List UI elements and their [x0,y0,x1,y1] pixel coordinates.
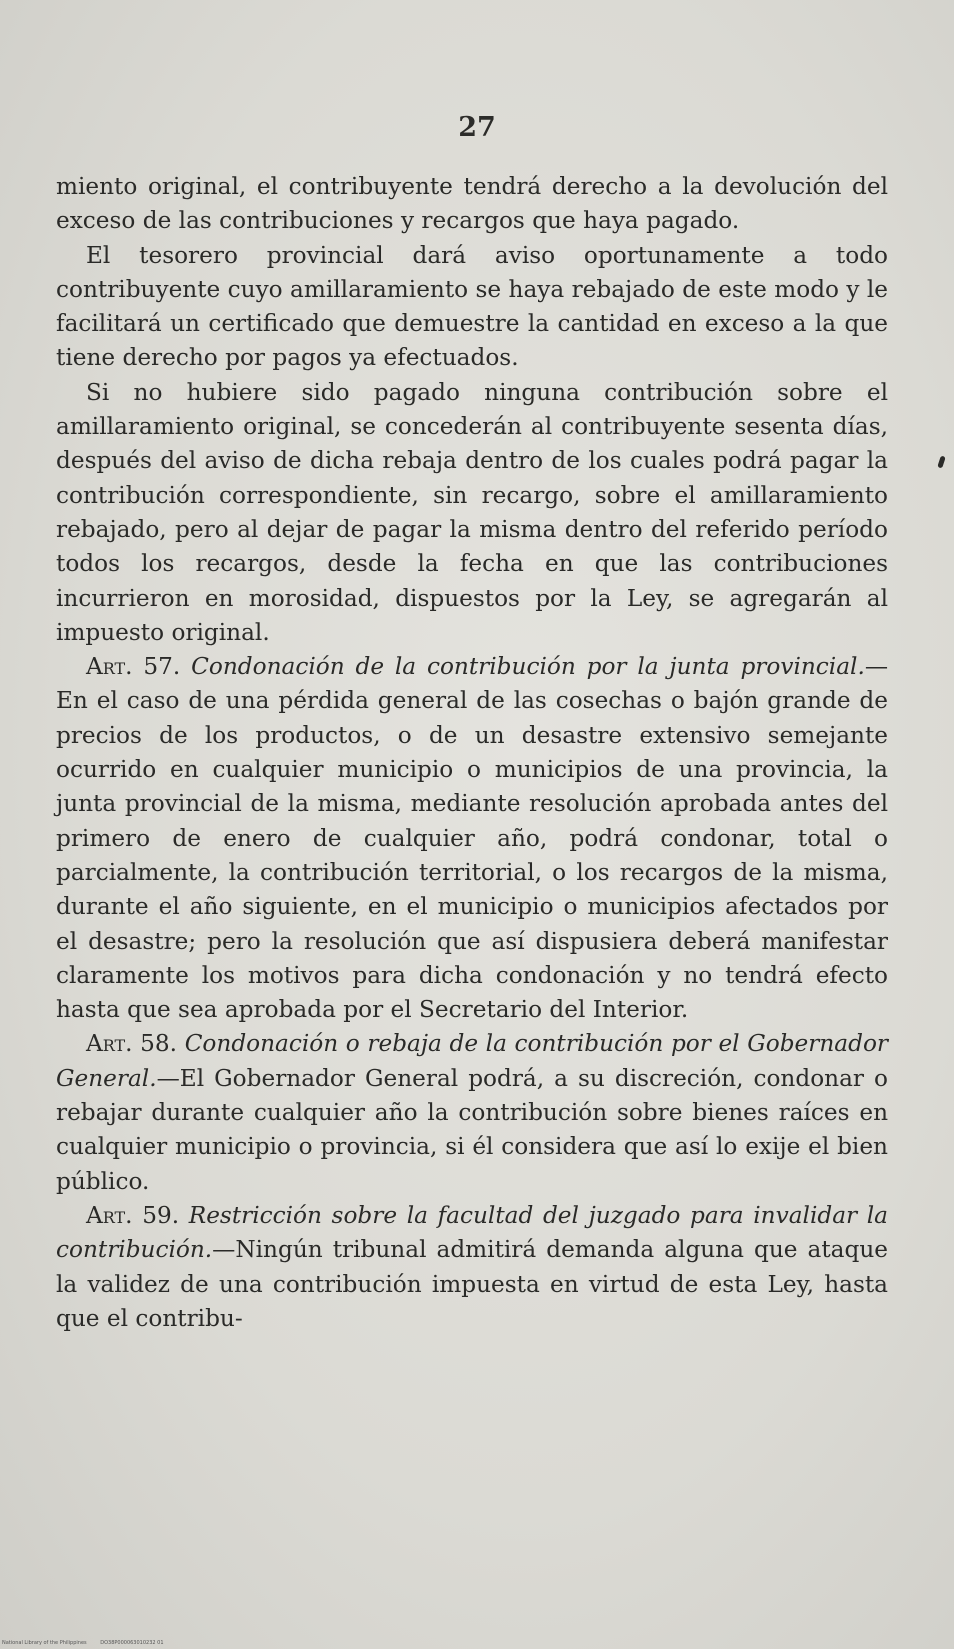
article-59-label: Art. 59. [86,1201,180,1229]
footer-library: National Library of the Philippines [2,1640,87,1646]
article-58 [56,1027,888,1198]
paragraph-unpaid: Si no hubiere sido pagado ninguna contribución sobre el amillaramiento original, se concederán al contribuyente sesenta días, después del aviso de dicha rebaja dentro de los cuales podrá pagar la contribución correspondiente, sin recargo, sobre el amillaramiento rebajado, pero al dejar de pagar la misma dentro del referido período todos los recargos, desde la fecha en que las contribuciones incurrieron en morosidad, dispuestos por la Ley, se agregarán al impuesto original. [56,378,888,646]
page-number: 27 [458,112,496,143]
article-57-title: Condonación de la contribución por la junta provincial. [191,653,865,681]
article-58-text: —El Gobernador General podrá, a su discreción, condonar o rebajar durante cualquier año la contribución sobre bienes raíces en cualquier municipio o provincia, si él considera que así lo exije el bien público. [56,1064,888,1195]
article-59 [56,1199,888,1336]
article-58-label: Art. 58. [86,1030,178,1058]
paragraph-notice: El tesorero provincial dará aviso oportunamente a todo contribuyente cuyo amillaramiento se haya rebajado de este modo y le facilitará un certificado que demuestre la cantidad en exceso a la que tiene derecho por pagos ya efectuados. [56,241,888,372]
scan-footer [2,1640,176,1646]
paragraph-continuation: miento original, el contribuyente tendrá derecho a la devolución del exceso de las contribuciones y recargos que haya pagado. [56,173,888,235]
ink-mark [937,456,945,469]
article-59-text: —Ningún tribunal admitirá demanda alguna que ataque la validez de una contribución impuesta en virtud de esta Ley, hasta que el contribu- [56,1236,888,1332]
body-text [56,170,888,1336]
article-57 [56,650,888,1027]
article-58-title: Condonación o rebaja de la contribución por el Gobernador General. [56,1030,888,1092]
footer-code: DO38P000063010232 01 [100,1640,164,1646]
article-59-title: Restricción sobre la facultad del juzgado para invalidar la contribución. [56,1201,888,1264]
article-57-label: Art. 57. [86,653,181,681]
article-57-text: —En el caso de una pérdida general de las cosechas o bajón grande de precios de los productos, o de un desastre extensivo semejante ocurrido en cualquier municipio o municipios de una provincia, la junta provincial de la misma, mediante resolución aprobada antes del primero de enero de cualquier año, podrá condonar, total o parcialmente, la contribución territorial, o los recargos de la misma, durante el año siguiente, en el municipio o municipios afectados por el desastre; pero la resolución que así dispusiera deberá manifestar claramente los motivos para dicha condonación y no tendrá efecto hasta que sea aprobada por el Secretario del Interior. [56,653,888,1024]
